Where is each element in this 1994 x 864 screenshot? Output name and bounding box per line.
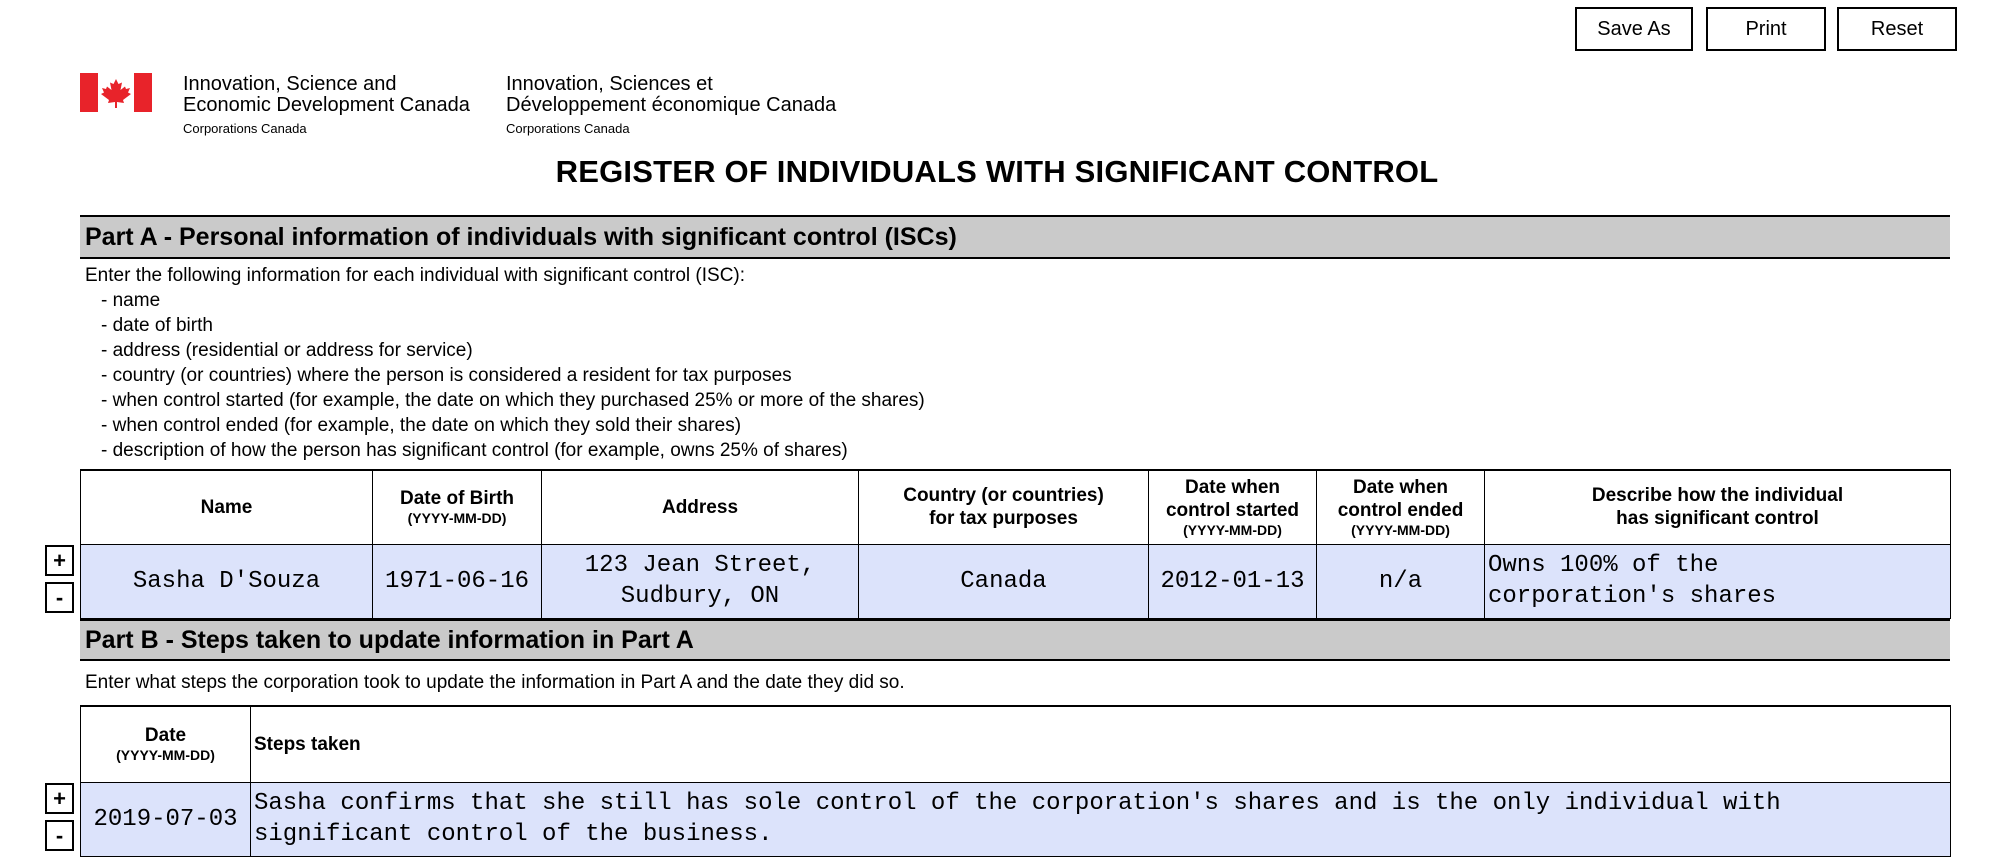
add-row-button[interactable]: + [45, 783, 74, 814]
col-header-name: Name [81, 470, 373, 544]
org-fr-line2: Développement économique Canada [506, 94, 837, 116]
control-ended-field[interactable]: n/a [1317, 544, 1485, 618]
save-as-button[interactable]: Save As [1575, 7, 1693, 51]
col-header-steps: Steps taken [251, 706, 1951, 782]
page-title: REGISTER OF INDIVIDUALS WITH SIGNIFICANT CONTROL [555, 154, 1439, 189]
description-field[interactable]: Owns 100% of the corporation's shares [1485, 544, 1951, 618]
address-field[interactable]: 123 Jean Street, Sudbury, ON [542, 544, 859, 618]
org-fr-line1: Innovation, Sciences et [506, 73, 713, 95]
update-date-field[interactable]: 2019-07-03 [81, 782, 251, 856]
col-header-country: Country (or countries) for tax purposes [859, 470, 1149, 544]
list-item: - when control ended (for example, the date on which they sold their shares) [101, 415, 742, 436]
org-name-french [506, 74, 836, 137]
table-header-row [81, 706, 1951, 782]
table-header-row [81, 470, 1951, 544]
steps-taken-field[interactable]: Sasha confirms that she still has sole control of the corporation's shares and is the only individual with significant control of the business. [251, 782, 1951, 856]
add-row-button[interactable]: + [45, 545, 74, 576]
country-field[interactable]: Canada [859, 544, 1149, 618]
list-item: - description of how the person has significant control (for example, owns 25% of shares) [101, 440, 848, 461]
control-started-field[interactable]: 2012-01-13 [1149, 544, 1317, 618]
list-item: - address (residential or address for service) [101, 340, 473, 361]
print-button[interactable]: Print [1706, 7, 1826, 51]
dob-field[interactable]: 1971-06-16 [373, 544, 542, 618]
part-a-intro: Enter the following information for each individual with significant control (ISC): [85, 265, 746, 286]
part-b-heading: Part B - Steps taken to update information in Part A [80, 619, 1950, 661]
steps-table [80, 705, 1951, 857]
org-fr-sub: Corporations Canada [506, 121, 630, 136]
part-a-heading: Part A - Personal information of individuals with significant control (ISCs) [80, 215, 1950, 259]
list-item: - country (or countries) where the person is considered a resident for tax purposes [101, 365, 792, 386]
org-en-line1: Innovation, Science and [183, 73, 397, 95]
list-item: - name [101, 290, 161, 311]
col-header-control-ended: Date when control ended (YYYY-MM-DD) [1317, 470, 1485, 544]
table-row [81, 544, 1951, 618]
part-a-instructions [85, 263, 925, 463]
name-field[interactable]: Sasha D'Souza [81, 544, 373, 618]
col-header-date: Date (YYYY-MM-DD) [81, 706, 251, 782]
remove-row-button[interactable]: - [45, 820, 74, 851]
part-a-bullet-list [85, 288, 925, 463]
col-header-description: Describe how the individual has significant control [1485, 470, 1951, 544]
remove-row-button[interactable]: - [45, 582, 74, 613]
part-b-intro: Enter what steps the corporation took to update the information in Part A and the date they did so. [85, 672, 905, 693]
reset-button[interactable]: Reset [1837, 7, 1957, 51]
org-name-english [183, 74, 470, 137]
list-item: - when control started (for example, the date on which they purchased 25% or more of the shares) [101, 390, 925, 411]
col-header-control-started: Date when control started (YYYY-MM-DD) [1149, 470, 1317, 544]
col-header-dob: Date of Birth (YYYY-MM-DD) [373, 470, 542, 544]
org-en-sub: Corporations Canada [183, 121, 307, 136]
org-en-line2: Economic Development Canada [183, 94, 470, 116]
col-header-address: Address [542, 470, 859, 544]
table-row [81, 782, 1951, 856]
canada-flag-icon [80, 73, 152, 112]
isc-table [80, 469, 1951, 619]
list-item: - date of birth [101, 315, 213, 336]
